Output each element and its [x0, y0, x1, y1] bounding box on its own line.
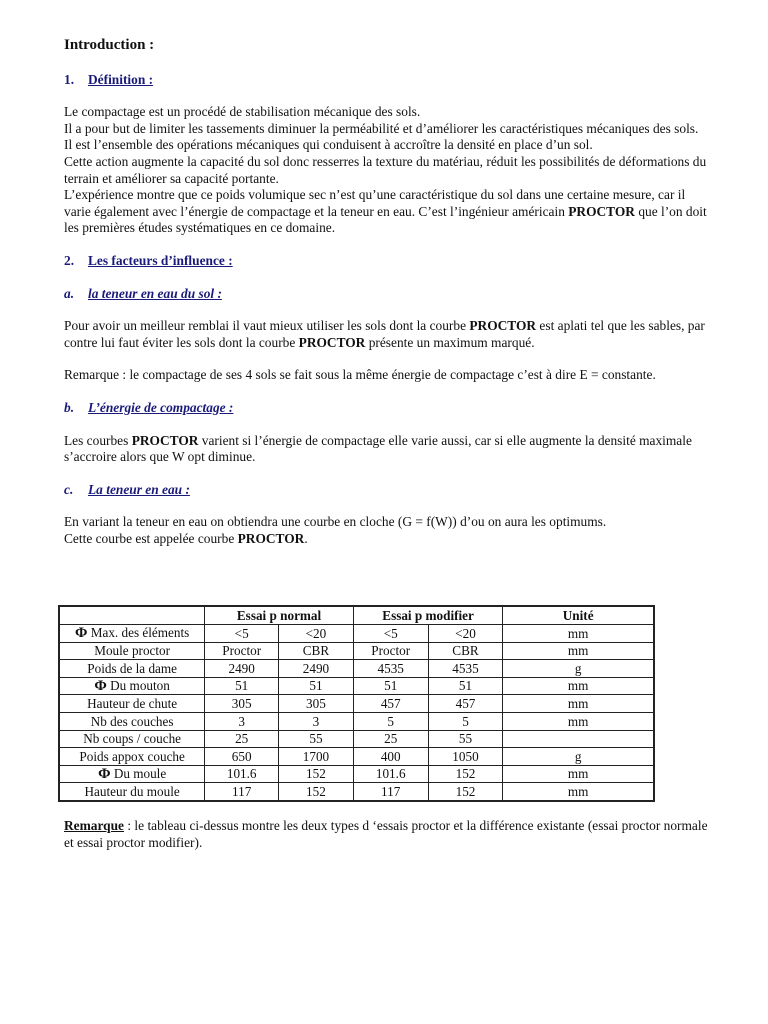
table-cell: 1050 [428, 748, 503, 766]
row-label-cell [59, 660, 205, 678]
table-cell: 25 [205, 730, 279, 748]
table-header-row [59, 606, 654, 624]
table-cell: 152 [428, 765, 503, 783]
subsection-c-paragraph [64, 514, 714, 547]
section-2-number: 2. [64, 252, 75, 268]
final-remark-label: Remarque [64, 818, 125, 833]
definition-line: Il est l’ensemble des opérations mécaniques qui conduisent à accroître la densité en place d’un sol. [64, 137, 593, 153]
phi-symbol-icon: Φ [94, 677, 107, 694]
table-row [59, 748, 654, 766]
subsection-a-remark: Remarque : le compactage de ses 4 sols se fait sous la même énergie de compactage c’est à dire E = constante. [64, 367, 656, 383]
subsection-a-heading [64, 286, 714, 303]
unit-cell: mm [503, 642, 654, 660]
row-label: Nb coups / couche [83, 731, 182, 747]
phi-symbol-icon: Φ [75, 625, 88, 642]
row-label: Moule proctor [94, 643, 171, 659]
table-row [59, 642, 654, 660]
spacer [64, 563, 714, 605]
table-cell: 152 [279, 765, 354, 783]
table-cell: 117 [205, 783, 279, 801]
table-cell: 25 [353, 730, 428, 748]
table-cell: 1700 [279, 748, 354, 766]
unit-cell: mm [503, 625, 654, 643]
table-cell: <20 [428, 625, 503, 643]
table-cell: <5 [205, 625, 279, 643]
table-cell: 101.6 [205, 765, 279, 783]
table-cell: 305 [279, 695, 354, 713]
subsection-b-heading [64, 400, 714, 417]
row-label: Hauteur de chute [87, 695, 178, 711]
definition-line: Cette action augmente la capacité du sol donc resserres la texture du matériau, réduit les possibilités de déformations du terrain et améliorer sa capacité portante. [64, 153, 707, 186]
row-label-cell [59, 713, 205, 731]
table-cell: 55 [428, 730, 503, 748]
experience-line [64, 187, 714, 237]
table-header-cell: Essai p normal [205, 606, 354, 624]
final-remark-text: : le tableau ci-dessus montre les deux types d ‘essais proctor et la différence existante (essai proctor normale et essai proctor modifier). [64, 818, 708, 850]
table-row [59, 625, 654, 643]
subsection-c-label: La teneur en eau : [88, 481, 190, 497]
table-cell: 51 [279, 677, 354, 695]
table-row [59, 765, 654, 783]
unit-cell: mm [503, 695, 654, 713]
table-cell: 101.6 [353, 765, 428, 783]
table-cell: <20 [279, 625, 354, 643]
table-cell: 3 [279, 713, 354, 731]
table-cell: 305 [205, 695, 279, 713]
row-label: Du moule [113, 765, 167, 781]
paragraph-text: Les courbes [64, 432, 132, 448]
section-1-label: Définition : [88, 71, 154, 87]
table-cell: 457 [353, 695, 428, 713]
table-cell: 650 [205, 748, 279, 766]
row-label: Hauteur du moule [84, 783, 180, 799]
table-cell: 55 [279, 730, 354, 748]
row-label-cell [59, 695, 205, 713]
unit-cell [503, 730, 654, 748]
paragraph-text: présente un maximum marqué. [365, 334, 535, 350]
paragraph-text: Cette courbe est appelée courbe [64, 530, 238, 546]
definition-line: Le compactage est un procédé de stabilisation mécanique des sols. [64, 104, 421, 120]
table-cell: 457 [428, 695, 503, 713]
table-cell: 2490 [279, 660, 354, 678]
subsection-a-paragraph [64, 318, 714, 351]
table-cell: CBR [279, 642, 354, 660]
row-label: Nb des couches [90, 713, 174, 729]
row-label-cell [59, 642, 205, 660]
table-cell: 152 [428, 783, 503, 801]
section-2-label: Les facteurs d’influence : [88, 252, 233, 268]
table-cell: 117 [353, 783, 428, 801]
table-row [59, 730, 654, 748]
table-cell: Proctor [353, 642, 428, 660]
table-body [59, 625, 654, 801]
subsection-b-label: L’énergie de compactage : [88, 399, 234, 415]
table-cell: 5 [428, 713, 503, 731]
table-cell: 152 [279, 783, 354, 801]
paragraph-text: varient si l’énergie de compactage elle varie aussi, car si elle augmente la densité maximale s’accroire alors que W opt diminue. [64, 432, 692, 465]
table-cell: 51 [353, 677, 428, 695]
row-label-cell [59, 677, 205, 695]
unit-cell: mm [503, 765, 654, 783]
table-row [59, 695, 654, 713]
row-label: Du mouton [110, 677, 170, 693]
table-cell: 3 [205, 713, 279, 731]
subsection-c-number: c. [64, 481, 74, 497]
table-cell: 2490 [205, 660, 279, 678]
row-label-cell [59, 730, 205, 748]
document-page [64, 37, 714, 851]
row-label: Poids appox couche [79, 748, 185, 764]
subsection-c-heading [64, 482, 714, 499]
table-cell: 51 [428, 677, 503, 695]
table-row [59, 660, 654, 678]
definition-line: Il a pour but de limiter les tassements diminuer la perméabilité et d’améliorer les caractéristiques mécaniques des sols. [64, 120, 699, 136]
section-2-heading [64, 253, 714, 270]
table-header-cell: Essai p modifier [353, 606, 503, 624]
unit-cell: mm [503, 783, 654, 801]
row-label: Poids de la dame [87, 660, 177, 676]
phi-symbol-icon: Φ [98, 765, 111, 782]
row-label-cell [59, 783, 205, 801]
table-row [59, 783, 654, 801]
table-cell: 51 [205, 677, 279, 695]
intro-heading: Introduction : [64, 37, 155, 53]
table-cell: <5 [353, 625, 428, 643]
table-row [59, 713, 654, 731]
final-remark [64, 818, 714, 851]
table-header-cell [59, 606, 205, 624]
subsection-b-number: b. [64, 399, 75, 415]
table-row [59, 677, 654, 695]
paragraph-text: . [304, 530, 308, 546]
unit-cell: g [503, 660, 654, 678]
row-label-cell [59, 625, 205, 643]
table-cell: CBR [428, 642, 503, 660]
definition-paragraph [64, 104, 714, 237]
table-cell: Proctor [205, 642, 279, 660]
proctor-keyword: PROCTOR [131, 432, 199, 448]
paragraph-text: est aplati tel que les sables, par contre lui faut éviter les sols dont la courbe [64, 318, 705, 350]
proctor-comparison-table [58, 605, 655, 802]
paragraph-text: Pour avoir un meilleur remblai il vaut mieux utiliser les sols dont la courbe [64, 318, 470, 334]
row-label-cell [59, 748, 205, 766]
proctor-keyword: PROCTOR [469, 318, 537, 334]
proctor-keyword: PROCTOR [298, 334, 366, 350]
table-cell: 400 [353, 748, 428, 766]
subsection-a-number: a. [64, 285, 75, 301]
experience-text: L’expérience montre que ce poids volumique sec n’est qu’une caractéristique du sol dans une certaine mesure, car il varie également avec l’énergie de compactage et la teneur en eau. C’est l’ingénieur américain [64, 187, 686, 219]
table-cell: 5 [353, 713, 428, 731]
subsection-b-paragraph [64, 433, 714, 466]
experience-text: que l’on doit les premières études systématiques en ce domaine. [64, 203, 707, 236]
row-label-cell [59, 765, 205, 783]
table-cell: 4535 [353, 660, 428, 678]
paragraph-line [64, 531, 714, 548]
subsection-a-label: la teneur en eau du sol : [88, 285, 222, 301]
table-cell: 4535 [428, 660, 503, 678]
unit-cell: mm [503, 713, 654, 731]
proctor-keyword: PROCTOR [237, 530, 305, 546]
section-1-number: 1. [64, 71, 75, 87]
section-1-heading [64, 72, 714, 89]
table-header-cell: Unité [503, 606, 654, 624]
paragraph-line: En variant la teneur en eau on obtiendra une courbe en cloche (G = f(W)) d’ou on aura les optimums. [64, 514, 607, 530]
row-label: Max. des éléments [90, 625, 190, 641]
unit-cell: g [503, 748, 654, 766]
proctor-keyword: PROCTOR [568, 203, 635, 219]
unit-cell: mm [503, 677, 654, 695]
